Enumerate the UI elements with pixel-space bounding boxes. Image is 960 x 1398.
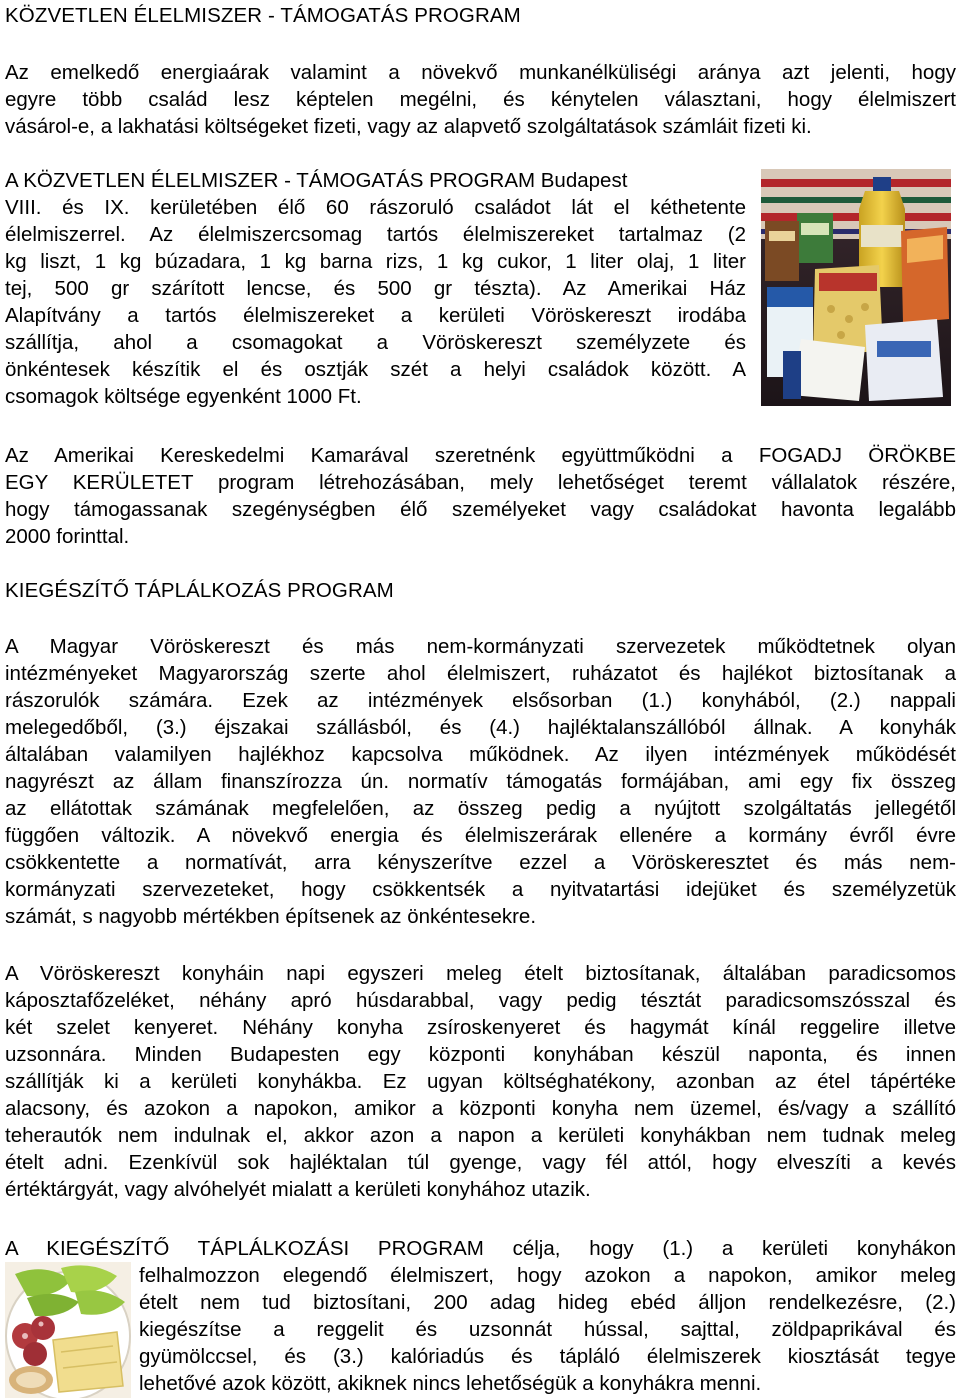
text-line: kormányzati szervezeteket, hogy csökkentsék a nyitvatartási idejüket és személyzetük [5, 878, 956, 901]
text-line: vásárol-e, a lakhatási költségeket fizeti, vagy az alapvető szolgáltatások számláit fizeti ki. [5, 115, 812, 138]
institutions-paragraph [5, 633, 956, 930]
text-line: kiegészítse a reggelit és uzsonnát hússal, sajttal, zöldpaprikával és [139, 1318, 956, 1341]
text-line: szállítja, ahol a csomagokat a Vöröskereszt személyzete és [5, 331, 746, 354]
text-line: értéktárgyát, vagy alvóhelyét mialatt a kerületi konyhához utazik. [5, 1178, 591, 1201]
text-line: EGY KERÜLETET program létrehozásában, mely lehetőséget teremt vállalatok részére, [5, 471, 956, 494]
text-line: csökkentette a normatívát, arra kényszerítve ezzel a Vöröskeresztet és más nem- [5, 851, 956, 874]
text-line: A Magyar Vöröskereszt és más nem-kormányzati szervezetek működtetnek olyan [5, 635, 956, 658]
program-description-paragraph [5, 167, 746, 410]
text-line: ételt nem tud biztosítani, 200 adag hideg ebéd álljon rendelkezésre, (2.) [139, 1291, 956, 1314]
food-package-photo [761, 169, 951, 406]
text-line: Alapítvány a tartós élelmiszereket a kerületi Vöröskereszt irodába [5, 304, 746, 327]
text-line: csomagok költsége egyenként 1000 Ft. [5, 385, 362, 408]
text-line: intézményeket Magyarország szerte ahol élelmiszert, ruházatot és hajlékot biztosítanak a [5, 662, 956, 685]
text-line: nagyrészt az állam finanszírozza ún. normatív támogatás formájában, ami egy fix összeg [5, 770, 956, 793]
text-line: melegedőből, (3.) éjszakai szállásból, és (4.) hajléktalanszállóból állnak. A konyhák [5, 716, 956, 739]
text-line: tej, 500 gr szárított lencse, és 500 gr tészta). Az Amerikai Ház [5, 277, 746, 300]
text-line: hogy támogassanak szegénységben élő személyeket vagy családokat havonta legalább [5, 498, 956, 521]
text-line: két szelet kenyeret. Néhány konyha zsíroskenyeret és hagymát kínál reggelire illetve [5, 1016, 956, 1039]
section-title-direct-food: KÖZVETLEN ÉLELMISZER - TÁMOGATÁS PROGRAM [5, 4, 521, 27]
text-line: kg liszt, 1 kg búzadara, 1 kg barna rizs, 1 kg cukor, 1 liter olaj, 1 liter [5, 250, 746, 273]
text-line: élelmiszerrel. Az élelmiszercsomag tartós élelmiszereket tartalmaz (2 [5, 223, 746, 246]
text-line: függően változik. A növekvő energia és élelmiszerárak ellenére a kormány évről évre [5, 824, 956, 847]
text-line: ételt adni. Ezenkívül sok hajléktalan túl gyenge, vagy fél attól, hogy elveszíti a kevés [5, 1151, 956, 1174]
text-line: Az Amerikai Kereskedelmi Kamarával szeretnénk együttműködni a FOGADJ ÖRÖKBE [5, 444, 956, 467]
text-line: önkéntesek készítik el és osztják szét a helyi családok között. A [5, 358, 746, 381]
text-line: 2000 forinttal. [5, 525, 130, 548]
text-line: Az emelkedő energiaárak valamint a növekvő munkanélküliségi aránya azt jelenti, hogy [5, 61, 956, 84]
program-goal-first-line [5, 1235, 956, 1262]
text-line: teherautók nem indulnak el, akkor azon a napon a kerületi konyhákban nem tudnak meleg [5, 1124, 956, 1147]
text-line: általában valamilyen hajlékhoz kapcsolva működnek. Az ilyen intézmények működését [5, 743, 956, 766]
text-line: egyre több család lesz képtelen megélni, és kénytelen választani, hogy élelmiszert [5, 88, 956, 111]
text-line: lehetővé azok között, akiknek nincs lehetőségük a konyhákra menni. [139, 1372, 762, 1395]
text-line: rászorulók számára. Ezek az intézmények elsősorban (1.) konyhából, (2.) nappali [5, 689, 956, 712]
text-line: uzsonnára. Minden Budapesten egy központi konyhában készül naponta, és innen [5, 1043, 956, 1066]
text-line: A KIEGÉSZÍTŐ TÁPLÁLKOZÁSI PROGRAM célja, hogy (1.) a kerületi konyhákon [5, 1237, 956, 1260]
text-line: VIII. és IX. kerületében élő 60 rászoruló családot lát el kéthetente [5, 196, 746, 219]
text-line: az ellátottak számának megfelelően, az összeg pedig a nyújtott szolgáltatás jellegétől [5, 797, 956, 820]
text-line: A Vöröskereszt konyháin napi egyszeri meleg ételt biztosítanak, általában paradicsomos [5, 962, 956, 985]
text-line: alacsony, és azokon a napokon, amikor a központi konyha nem üzemel, és/vagy a szállító [5, 1097, 956, 1120]
text-line: káposztafőzeléket, néhány apró húsdarabbal, vagy pedig tésztát paradicsomszósszal és [5, 989, 956, 1012]
intro-paragraph [5, 59, 956, 140]
text-line: számát, s nagyobb mértékben építsenek az önkéntesekre. [5, 905, 537, 928]
red-cross-kitchens-paragraph [5, 960, 956, 1203]
text-line: felhalmozzon elegendő élelmiszert, hogy azokon a napokon, amikor meleg [139, 1264, 956, 1287]
program-goal-paragraph [139, 1262, 956, 1397]
vegetable-platter-photo [5, 1262, 131, 1398]
cooperation-paragraph [5, 442, 956, 550]
section-title-supplementary-nutrition: KIEGÉSZÍTŐ TÁPLÁLKOZÁS PROGRAM [5, 579, 394, 602]
text-line: szállítják ki a kerületi konyhákba. Ez ugyan költséghatékony, azonban az étel tápértéke [5, 1070, 956, 1093]
text-line: A KÖZVETLEN ÉLELMISZER - TÁMOGATÁS PROGRAM Budapest [5, 169, 628, 192]
text-line: gyümölccsel, és (3.) kalóriadús és tápláló élelmiszerek kiosztását tegye [139, 1345, 956, 1368]
